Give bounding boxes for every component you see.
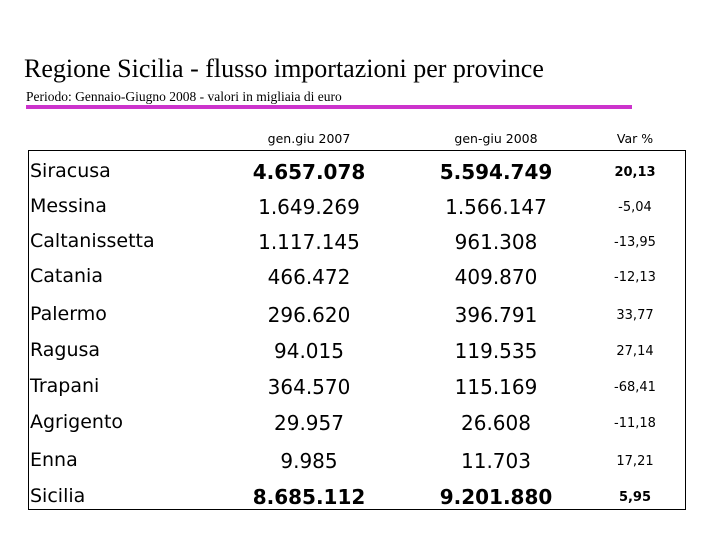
column-header-2007: gen.giu 2007 — [267, 131, 351, 146]
table-row — [0, 230, 720, 266]
variation-cell: 5,95 — [618, 490, 652, 505]
value-2008-cell: 961.308 — [454, 230, 538, 254]
value-2008-cell: 11.703 — [461, 449, 531, 473]
value-2008-cell: 5.594.749 — [439, 160, 553, 184]
variation-cell: 33,77 — [616, 308, 654, 323]
variation-cell: -5,04 — [618, 200, 652, 215]
province-cell: Caltanissetta — [30, 230, 155, 252]
value-2008-cell: 396.791 — [454, 303, 538, 327]
variation-cell: 20,13 — [614, 165, 656, 180]
value-2007-cell: 8.685.112 — [252, 485, 366, 509]
variation-cell: 17,21 — [616, 454, 654, 469]
page-title: Regione Sicilia - flusso importazioni per province — [24, 54, 544, 83]
table-row — [0, 195, 720, 231]
value-2007-cell: 4.657.078 — [252, 160, 366, 184]
table-row — [0, 485, 720, 521]
table-row — [0, 339, 720, 375]
value-2008-cell: 1.566.147 — [445, 195, 547, 219]
table-row — [0, 375, 720, 411]
variation-cell: -12,13 — [614, 270, 656, 285]
province-cell: Sicilia — [30, 485, 86, 507]
province-cell: Palermo — [30, 303, 107, 325]
variation-cell: 27,14 — [616, 344, 654, 359]
title-underline-bar — [26, 105, 632, 109]
province-cell: Siracusa — [30, 160, 111, 182]
value-2008-cell: 9.201.880 — [439, 485, 553, 509]
variation-cell: -68,41 — [614, 380, 656, 395]
table-row — [0, 303, 720, 339]
province-cell: Trapani — [30, 375, 100, 397]
value-2007-cell: 296.620 — [267, 303, 351, 327]
value-2007-cell: 466.472 — [267, 265, 351, 289]
table-row — [0, 265, 720, 301]
province-cell: Messina — [30, 195, 107, 217]
value-2007-cell: 94.015 — [274, 339, 344, 363]
province-cell: Ragusa — [30, 339, 101, 361]
page-subtitle: Periodo: Gennaio-Giugno 2008 - valori in migliaia di euro — [26, 89, 342, 104]
column-header-var: Var % — [616, 131, 654, 146]
province-cell: Enna — [30, 449, 78, 471]
table-row — [0, 160, 720, 196]
province-cell: Agrigento — [30, 411, 124, 433]
variation-cell: -13,95 — [614, 235, 656, 250]
variation-cell: -11,18 — [614, 416, 656, 431]
table-row — [0, 411, 720, 447]
value-2007-cell: 364.570 — [267, 375, 351, 399]
table-row — [0, 449, 720, 485]
value-2008-cell: 26.608 — [461, 411, 531, 435]
value-2007-cell: 29.957 — [274, 411, 344, 435]
value-2008-cell: 115.169 — [454, 375, 538, 399]
column-header-2008: gen-giu 2008 — [454, 131, 538, 146]
value-2007-cell: 9.985 — [280, 449, 338, 473]
value-2007-cell: 1.117.145 — [258, 230, 360, 254]
value-2008-cell: 119.535 — [454, 339, 538, 363]
value-2008-cell: 409.870 — [454, 265, 538, 289]
province-cell: Catania — [30, 265, 103, 287]
title-underline — [26, 105, 632, 109]
value-2007-cell: 1.649.269 — [258, 195, 360, 219]
